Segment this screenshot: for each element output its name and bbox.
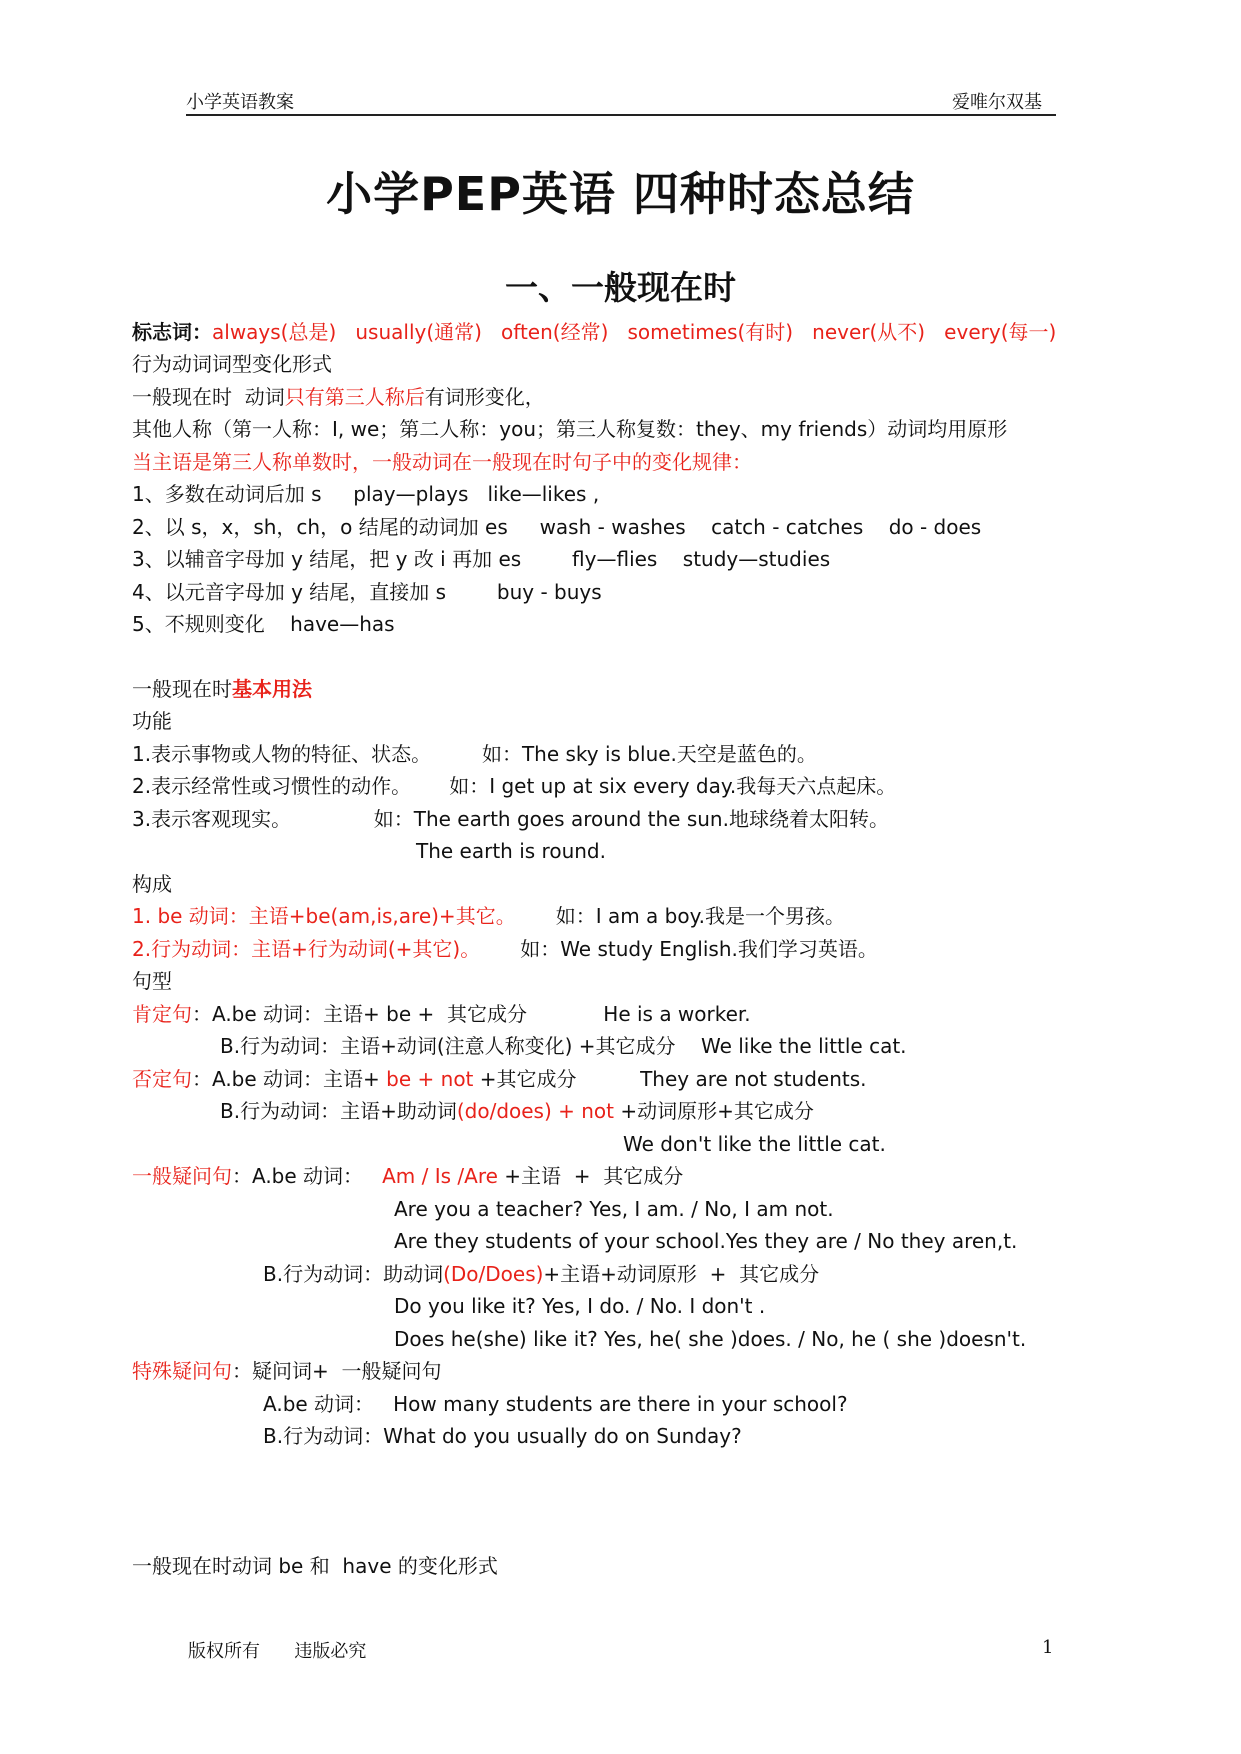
header-left: 小学英语教案 [186,92,294,113]
question-a: 一般疑问句：A.be 动词： Am / Is /Are +主语 + 其它成分 [132,1164,684,1188]
wh-question-a: A.be 动词： How many students are there in your school? [263,1392,848,1416]
composition-1: 1. be 动词：主语+be(am,is,are)+其它。 如：I am a boy.我是一个男孩。 [132,904,845,928]
rule-3: 3、以辅音字母加 y 结尾，把 y 改 i 再加 es fly—flies study—studies [132,547,831,571]
affirmative-a: 肯定句：A.be 动词：主语+ be + 其它成分 He is a worker. [132,1002,751,1026]
rule-5: 5、不规则变化 have—has [132,612,395,636]
page-header [186,88,1056,116]
pattern-heading: 句型 [132,969,172,993]
next-topic: 一般现在时动词 be 和 have 的变化形式 [132,1554,498,1578]
marker-words-line: 标志词：always(总是) usually(通常) often(经常) sometimes(有时) never(从不) every(每一) [132,320,1057,344]
footer-copyright: 版权所有 违版必究 [188,1641,367,1662]
page-number: 1 [1042,1637,1054,1658]
wh-question-b: B.行为动词：What do you usually do on Sunday? [263,1424,742,1448]
negative-b-example: We don't like the little cat. [623,1132,886,1156]
question-b: B.行为动词：助动词(Do/Does)+主语+动词原形 + 其它成分 [263,1262,820,1286]
verbform-line1: 一般现在时 动词只有第三人称后有词形变化， [132,385,545,409]
composition-2: 2.行为动词：主语+行为动词(+其它)。 如：We study English.我们学习英语。 [132,937,878,961]
function-3-example: The earth is round. [416,839,606,863]
function-heading: 功能 [132,709,172,733]
verbform-rule: 当主语是第三人称单数时，一般动词在一般现在时句子中的变化规律： [132,450,752,474]
section-title: 一、一般现在时 [505,268,736,307]
composition-heading: 构成 [132,872,172,896]
header-right: 爱唯尔双基 [952,92,1042,113]
usage-heading: 一般现在时基本用法 [132,677,312,701]
negative-a: 否定句：A.be 动词：主语+ be + not +其它成分 They are not students. [132,1067,867,1091]
page-title: 小学PEP英语 四种时态总结 [326,167,915,221]
question-b-example-1: Do you like it? Yes, I do. / No. I don't . [394,1294,766,1318]
question-b-example-2: Does he(she) like it? Yes, he( she )does. / No, he ( she )doesn't. [394,1327,1027,1351]
affirmative-b: B.行为动词：主语+动词(注意人称变化) +其它成分 We like the little cat. [220,1034,907,1058]
rule-2: 2、以 s，x，sh，ch，o 结尾的动词加 es wash - washes catch - catches do - does [132,515,982,539]
negative-b: B.行为动词：主语+助动词(do/does) + not +动词原形+其它成分 [220,1099,814,1123]
function-3: 3.表示客观现实。 如：The earth goes around the sun.地球绕着太阳转。 [132,807,889,831]
verbform-line2: 其他人称（第一人称：I, we；第二人称：you；第三人称复数：they、my friends）动词均用原形 [132,417,1008,441]
verbform-heading: 行为动词词型变化形式 [132,352,332,376]
marker-words: always(总是) usually(通常) often(经常) sometimes(有时) never(从不) every(每一) [212,320,1057,344]
question-a-example-2: Are they students of your school.Yes they are / No they aren,t. [394,1229,1018,1253]
rule-4: 4、以元音字母加 y 结尾，直接加 s buy - buys [132,580,602,604]
question-a-example-1: Are you a teacher? Yes, I am. / No, I am not. [394,1197,834,1221]
function-1: 1.表示事物或人物的特征、状态。 如：The sky is blue.天空是蓝色的。 [132,742,817,766]
rule-1: 1、多数在动词后加 s play—plays like—likes , [132,482,600,506]
wh-question: 特殊疑问句：疑问词+ 一般疑问句 [132,1359,442,1383]
function-2: 2.表示经常性或习惯性的动作。 如：I get up at six every day.我每天六点起床。 [132,774,897,798]
